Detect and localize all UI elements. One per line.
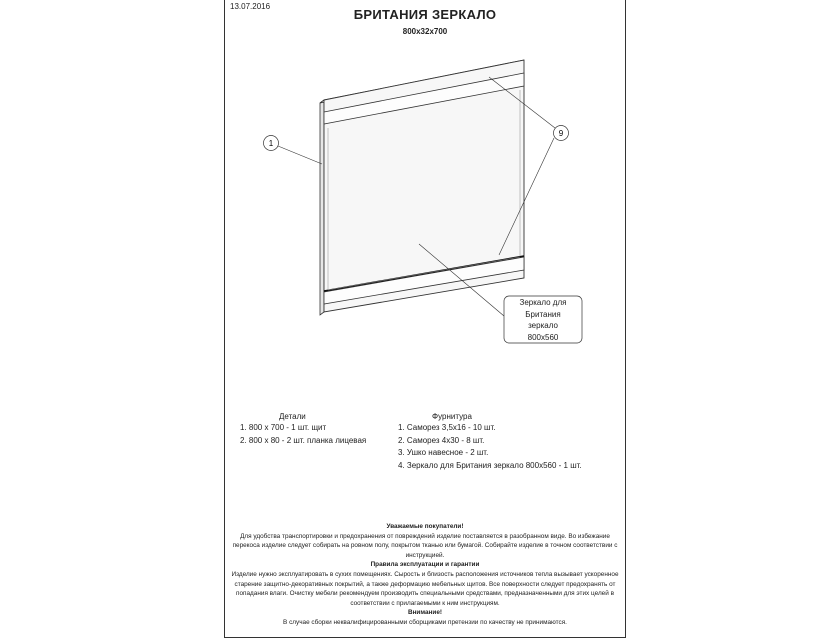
notice-paragraph-transport: Для удобства транспортировки и предохранения от повреждений изделие поставляется в разобранном виде. Во избежание перекоса изделие следует собирать на ровном полу, покрытом тканью или бумагой. Собирайте изделие в точном соответствии с инструкцией.	[232, 532, 618, 559]
details-list	[240, 422, 366, 447]
page-title: БРИТАНИЯ ЗЕРКАЛО	[353, 7, 497, 22]
list-item: 3. Ушко навесное - 2 шт.	[398, 448, 489, 457]
list-item: 1. 800 х 700 - 1 шт. щит	[240, 423, 327, 432]
hardware-heading: Фурнитура	[432, 412, 472, 421]
mirror-callout-label: Зеркало для Британия зеркало 800x560	[519, 298, 567, 342]
notice-paragraph-rules: Изделие нужно эксплуатировать в сухих помещениях. Сырость и близость расположения источников тепла вызывает ускоренное старение защитно-декоративных покрытий, а также деформацию мебельных щитов. Все поверхности следует предохранять от попадания влаги. Очистку мебели рекомендуем производить специальными средствами, предназначенными для этих целей в соответствии с прилагаемыми к ним инструкциям.	[231, 570, 619, 607]
product-dimensions: 800x32x700	[402, 27, 448, 36]
details-heading: Детали	[279, 412, 306, 421]
notice-heading-customers: Уважаемые покупатели!	[386, 523, 464, 530]
document-date: 13.07.2016	[230, 2, 271, 11]
notice-block	[228, 522, 622, 628]
list-item: 4. Зеркало для Британия зеркало 800х560 - 1 шт.	[398, 460, 582, 470]
list-item: 2. Саморез 4х30 - 8 шт.	[398, 435, 485, 445]
hardware-list	[398, 422, 582, 472]
panel-left-edge	[320, 100, 324, 315]
notice-heading-attention: Внимание!	[407, 609, 443, 617]
list-item: 1. Саморез 3,5х16 - 10 шт.	[398, 423, 496, 432]
callout-1: 1	[268, 139, 274, 148]
list-item: 2. 800 х 80 - 2 шт. планка лицевая	[240, 435, 367, 445]
notice-paragraph-attention: В случае сборки неквалифицированными сборщиками претензии по качеству не принимаются.	[283, 618, 567, 626]
notice-heading-rules: Правила эксплуатации и гарантии	[370, 561, 480, 569]
callout-9: 9	[558, 129, 564, 138]
